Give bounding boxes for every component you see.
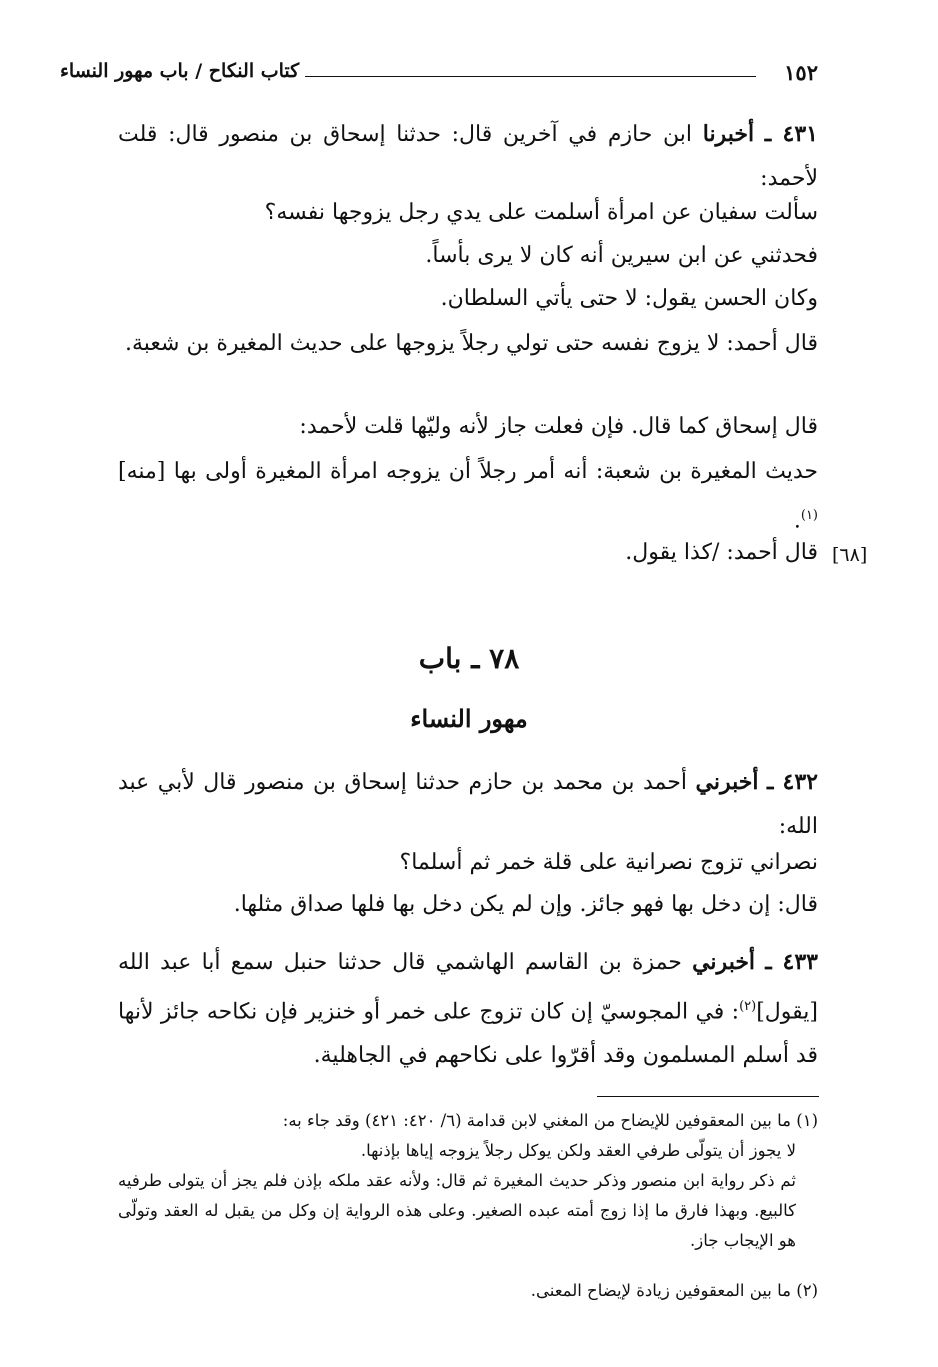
entry-431-line-7: قال أحمد: /كذا يقول. (625, 540, 818, 565)
entry-text: أحمد بن محمد بن حازم حدثنا إسحاق بن منصور قال لأبي عبد الله: (118, 770, 818, 839)
entry-432-line-2: قال: إن دخل بها فهو جائز. وإن لم يكن دخل بها فلها صداق مثلها. (233, 892, 818, 917)
footnote-marker-1[interactable]: (١) (800, 508, 818, 523)
entry-431-intro (118, 112, 818, 201)
chapter-heading: ٧٨ ـ باب (418, 642, 520, 675)
sentence-end: . (793, 508, 801, 534)
footnote-rule (597, 1096, 819, 1097)
entry-keyword: أخبرني (692, 949, 756, 975)
entry-number: ٤٣٣ ـ (765, 949, 818, 975)
header-rule (305, 76, 756, 77)
footnote-1-continuation: ثم ذكر رواية ابن منصور وذكر حديث المغيرة ثم قال: ولأنه عقد ملكه بإذن فلم يجز أن يتولى طرفيه كالبيع. وبهذا فارق ما إذا زوج أمته عبده الصغير. وعلى هذه الرواية إن وكل من يقبل له العقد وتولّى هو الإيجاب جاز. (118, 1171, 796, 1250)
running-head (60, 54, 818, 94)
hadith-text: حديث المغيرة بن شعبة: أنه أمر رجلاً أن يزوجه امرأة المغيرة أولى بها [منه] (118, 459, 818, 484)
footnote-1-quote: لا يجوز أن يتولّى طرفي العقد ولكن يوكل رجلاً يزوجه إياها بإذنها. (360, 1141, 796, 1160)
footnote-1-line-1: (١) ما بين المعقوفين للإيضاح من المغني لابن قدامة (٦/ ٤٢٠: ٤٢١) وقد جاء به: (282, 1111, 818, 1130)
entry-number: ٤٣٢ ـ (766, 769, 818, 795)
entry-433 (118, 940, 818, 1078)
entry-keyword: أخبرني (695, 769, 759, 795)
entry-text: ابن حازم في آخرين قال: حدثنا إسحاق بن منصور قال: قلت لأحمد: (118, 122, 818, 191)
entry-431-line-1: سألت سفيان عن امرأة أسلمت على يدي رجل يزوجها نفسه؟ (264, 200, 818, 225)
entry-432-line-1: نصراني تزوج نصرانية على قلة خمر ثم أسلما؟ (399, 850, 818, 875)
entry-text-cont: : في المجوسيّ إن كان تزوج على خمر أو خنزير فإن نكاحه جائز لأنها قد أسلم المسلمون وقد أقرّوا على نكاحهم في الجاهلية. (118, 999, 818, 1069)
entry-431-line-5: قال إسحاق كما قال. فإن فعلت جاز لأنه وليّها قلت لأحمد: (299, 414, 818, 439)
running-title: كتاب النكاح / باب مهور النساء (60, 60, 300, 82)
footnote-1 (118, 1106, 818, 1256)
entry-431-line-3: وكان الحسن يقول: لا حتى يأتي السلطان. (440, 286, 818, 311)
footnote-marker-2[interactable]: (٢) (739, 999, 757, 1014)
page-number: ١٥٢ (784, 60, 818, 85)
entry-432-intro (118, 760, 818, 849)
entry-431-line-2: فحدثني عن ابن سيرين أنه كان لا يرى بأساً. (425, 243, 818, 268)
entry-number: ٤٣١ ـ (764, 121, 818, 147)
entry-text: حمزة بن القاسم الهاشمي قال حدثنا حنبل سمع أبا عبد الله [يقول] (118, 950, 818, 1025)
entry-keyword: أخبرنا (702, 121, 755, 147)
footnote-2: (٢) ما بين المعقوفين زيادة لإيضاح المعنى. (530, 1281, 818, 1300)
entry-431-line-6 (118, 450, 818, 543)
chapter-subheading: مهور النساء (410, 704, 528, 733)
margin-page-ref: [٦٨] (832, 544, 868, 566)
entry-431-line-4: قال أحمد: لا يزوج نفسه حتى تولي رجلاً يزوجها على حديث المغيرة بن شعبة. (124, 331, 818, 356)
